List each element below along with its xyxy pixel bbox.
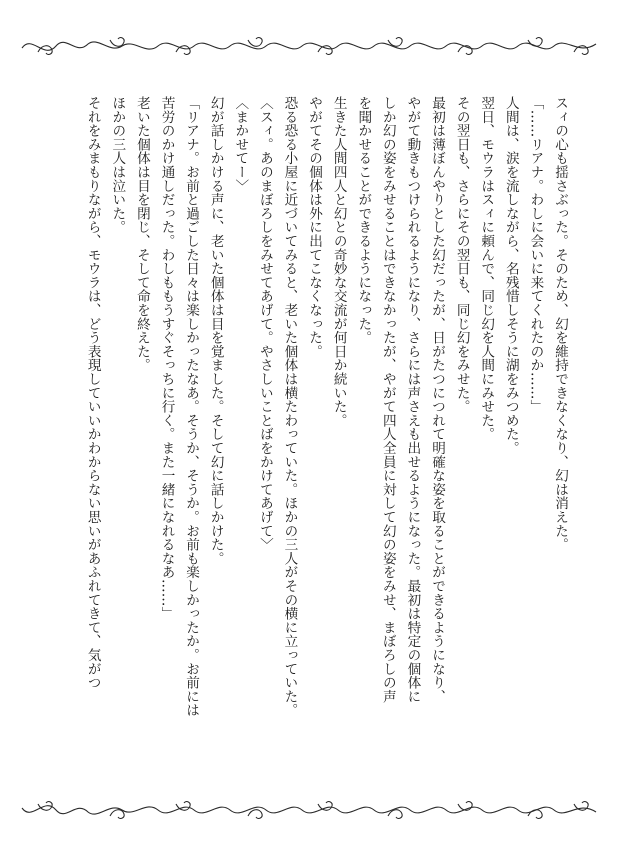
text-line: やがて動きもつけられるようになり、さらには声さえも出せるようになった。最初は特定の個体に: [404, 96, 421, 704]
text-line: しか幻の姿をみせることはできなかったが、やがて四人全員に対して幻の姿をみせ、まぼろしの声: [379, 96, 396, 704]
text-line: スィの心も揺さぶった。そのため、幻を維持できなくなり、幻は消えた。: [552, 96, 568, 552]
text-line: 幻が話しかける声に、老いた個体は目を覚ました。そして幻に話しかけた。: [207, 96, 224, 566]
text-line: やがてその個体は外に出てこなくなった。: [306, 96, 323, 359]
text-line: を聞かせることができるようになった。: [355, 96, 372, 345]
text-line: それをみまもりながら、モウラは、どう表現していいかわからない思いがあふれてきて、気がつ: [84, 96, 101, 690]
text-line: その翌日も、さらにその翌日も、同じ幻をみせた。: [453, 96, 470, 414]
text-line: 恐る恐る小屋に近づいてみると、老いた個体は横たわっていた。ほかの三人がその横に立っていた。: [281, 96, 298, 717]
text-line: 老いた個体は目を閉じ、そして命を終えた。: [133, 96, 150, 372]
swirl-border-icon: [18, 790, 600, 830]
text-line: 翌日、モウラはスィに頼んで、同じ幻を人間にみせた。: [478, 96, 495, 441]
text-line: 「……リアナ。わしに会いに来てくれたのか……」: [527, 96, 544, 414]
text-line: ほかの三人は泣いた。: [109, 96, 126, 234]
text-line: 苦労のかけ通しだった。わしももうすぐそっちに行く。また一緒になれるなあ……」: [158, 96, 175, 621]
bottom-ornamental-border: [18, 790, 600, 830]
text-line: 人間は、涙を流しながら、名残惜しそうに湖をみつめた。: [502, 96, 519, 455]
top-ornamental-border: [18, 26, 600, 66]
swirl-border-icon: [18, 26, 600, 66]
text-line: 「リアナ。お前と過ごした日々は楽しかったなあ。そうか、そうか。お前も楽しかったか。お前には: [183, 96, 200, 717]
text-line: 最初は薄ぼんやりとした幻だったが、日がたつにつれて明確な姿を取ることができるようになり、: [429, 96, 446, 704]
text-line: 〈スィ。あのまぼろしをみせてあげて。やさしいことばをかけてあげて〉: [256, 96, 273, 552]
text-line: 〈まかせてー〉: [232, 96, 249, 193]
vertical-text-body: [52, 96, 572, 756]
text-line: 生きた人間四人と幻との奇妙な交流が何日か続いた。: [330, 96, 347, 428]
